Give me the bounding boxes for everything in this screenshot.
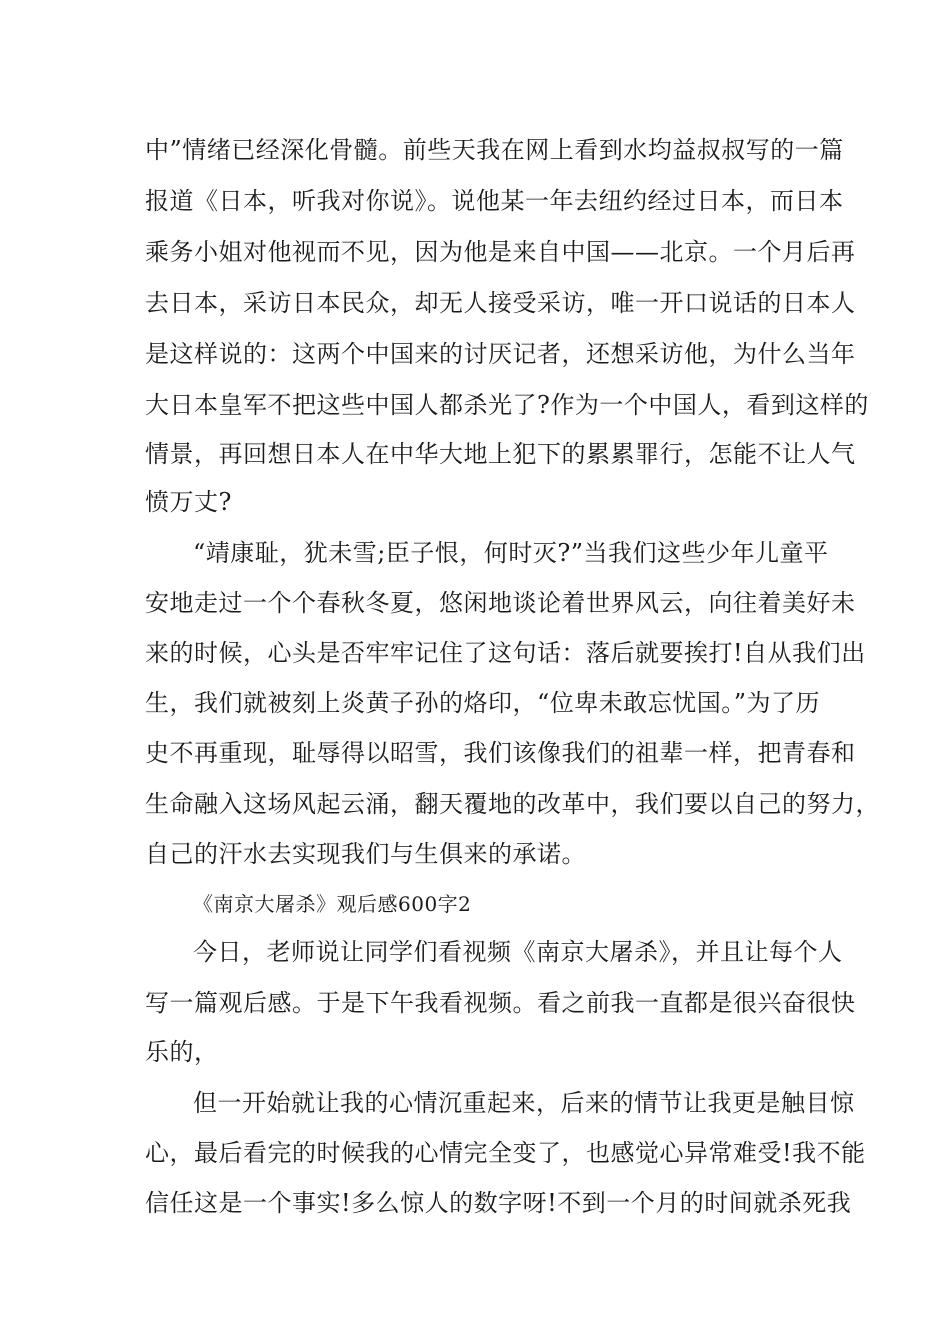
paragraph-line: 来的时候，心头是否牢牢记住了这句话：落后就要挨打!自从我们出 (145, 639, 866, 667)
paragraph-line: 生命融入这场风起云涌，翻天覆地的改革中，我们要以自己的努力， (145, 790, 880, 818)
paragraph-line: 写一篇观后感。于是下午我看视频。看之前我一直都是很兴奋很快 (145, 989, 856, 1017)
paragraph-line: 是这样说的：这两个中国来的讨厌记者，还想采访他，为什么当年 (145, 340, 856, 368)
paragraph-line: 愤万丈? (145, 488, 232, 516)
paragraph-line: 生，我们就被刻上炎黄子孙的烙印，“位卑未敢忘忧国。”为了历 (145, 689, 821, 717)
paragraph-line: 乘务小姐对他视而不见，因为他是来自中国——北京。一个月后再 (145, 238, 856, 266)
paragraph-line: 大日本皇军不把这些中国人都杀光了?作为一个中国人，看到这样的 (145, 391, 869, 419)
paragraph-line: 中”情绪已经深化骨髓。前些天我在网上看到水均益叔叔写的一篇 (145, 136, 844, 164)
section-title: 《南京大屠杀》观后感600字2 (193, 892, 472, 916)
paragraph-line: 信任这是一个事实!多么惊人的数字呀!不到一个月的时间就杀死我 (145, 1189, 852, 1217)
paragraph-line: 报道《日本，听我对你说》。说他某一年去纽约经过日本，而日本 (145, 187, 844, 215)
paragraph-line: 安地走过一个个春秋冬夏，悠闲地谈论着世界风云，向往着美好未 (145, 589, 856, 617)
paragraph-first-line: “靖康耻，犹未雪;臣子恨，何时灭?”当我们这些少年儿童平 (193, 539, 829, 567)
paragraph-first-line: 但一开始就让我的心情沉重起来，后来的情节让我更是触目惊 (193, 1089, 855, 1117)
paragraph-line: 情景，再回想日本人在中华大地上犯下的累累罪行，怎能不让人气 (145, 440, 856, 468)
paragraph-line: 史不再重现，耻辱得以昭雪，我们该像我们的祖辈一样，把青春和 (145, 739, 856, 767)
paragraph-line: 乐的， (145, 1038, 219, 1066)
paragraph-line: 自己的汗水去实现我们与生俱来的承诺。 (145, 840, 586, 868)
paragraph-line: 去日本，采访日本民众，却无人接受采访，唯一开口说话的日本人 (145, 289, 856, 317)
paragraph-line: 心，最后看完的时候我的心情完全变了，也感觉心异常难受!我不能 (145, 1139, 866, 1167)
paragraph-first-line: 今日，老师说让同学们看视频《南京大屠杀》，并且让每个人 (193, 938, 843, 966)
